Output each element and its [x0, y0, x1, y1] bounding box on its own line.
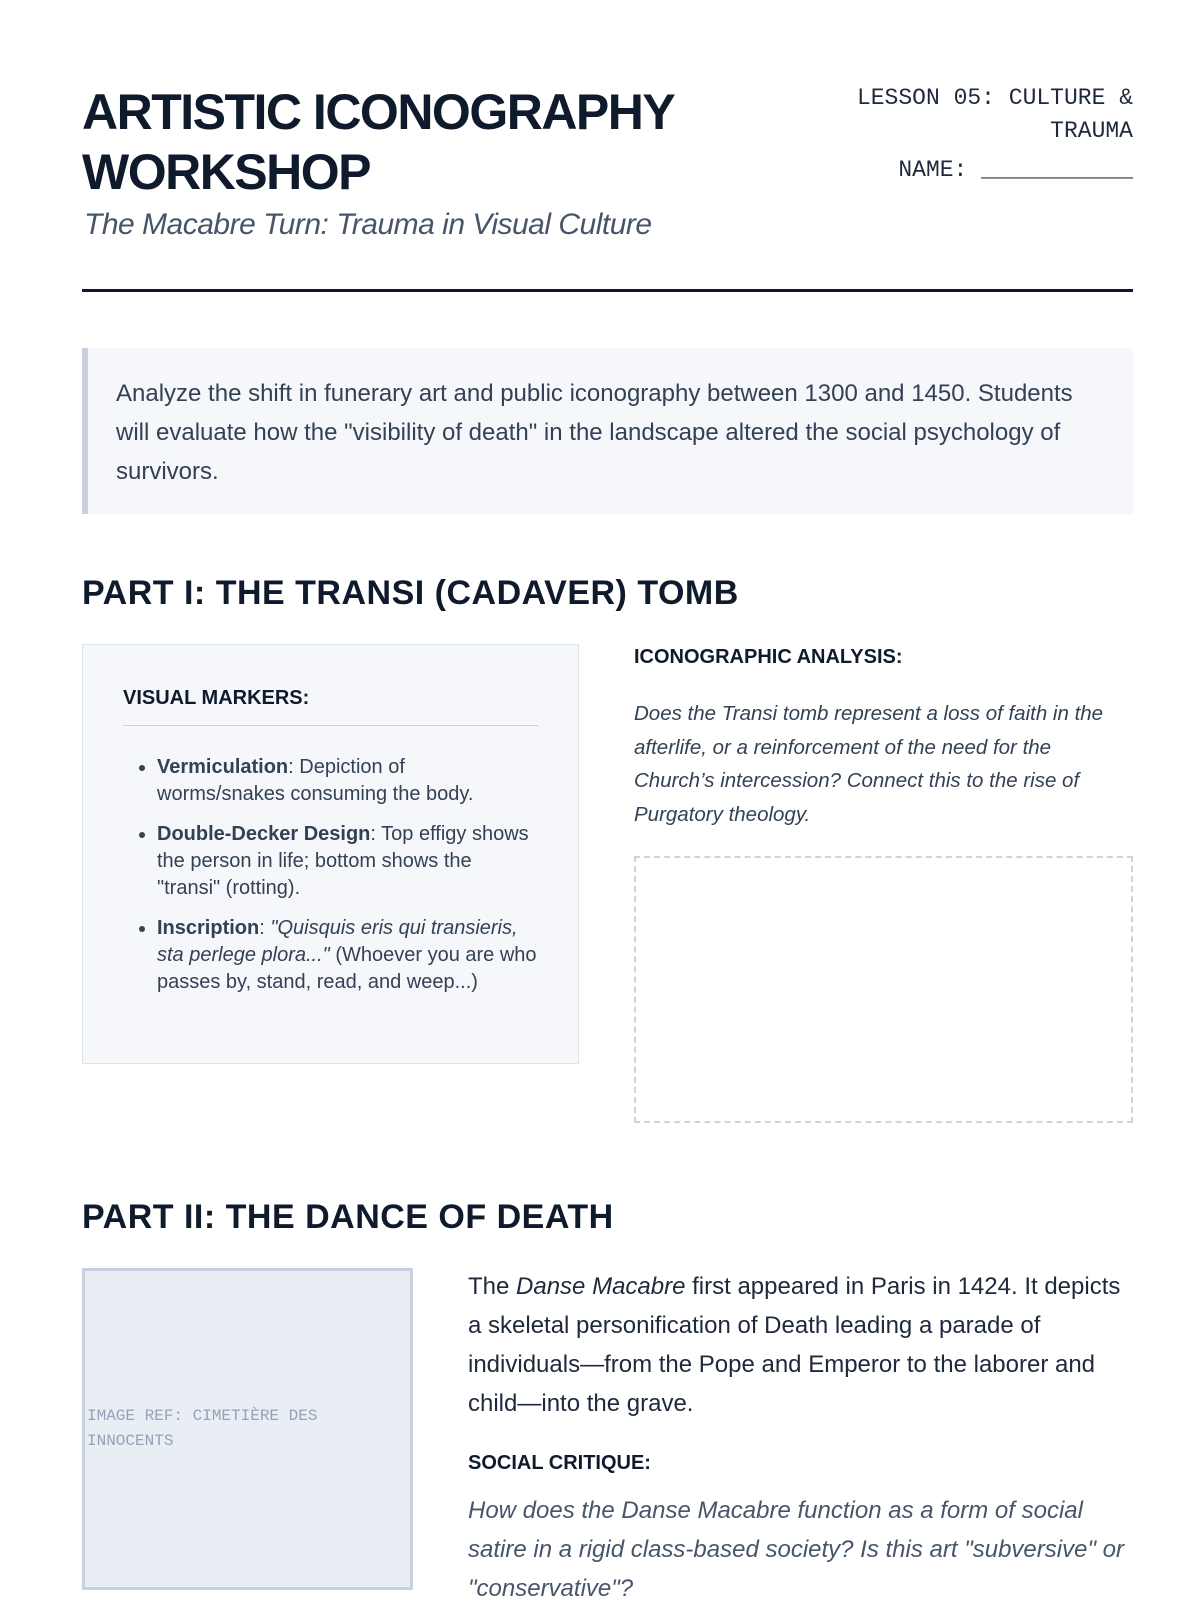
- name-field: [898, 154, 1133, 187]
- visual-markers-list: [123, 754, 538, 996]
- list-item: [157, 915, 538, 996]
- marker-quote: "Quisquis eris qui transieris, sta perlege plora...": [157, 917, 518, 966]
- marker-text: (Whoever you are who passes by, stand, read, and weep...): [157, 944, 537, 993]
- paragraph-emphasis: Danse Macabre: [516, 1273, 686, 1300]
- intro-box: [82, 348, 1133, 514]
- part1-heading: PART I: THE TRANSI (CADAVER) TOMB: [82, 574, 739, 612]
- list-item: [157, 821, 538, 902]
- social-critique-heading: SOCIAL CRITIQUE:: [468, 1452, 651, 1474]
- iconographic-analysis-question: Does the Transi tomb represent a loss of faith in the afterlife, or a reinforcement of the need for the Church’s intercession? Connect this to the rise of Purgatory theology.: [634, 702, 1104, 826]
- paragraph-body: first appeared in Paris in 1424. It depicts a skeletal personification of Death leading a parade of individuals—from the Pope and Emperor to the laborer and child—into the grave.: [468, 1273, 1121, 1417]
- iconographic-analysis-heading: ICONOGRAPHIC ANALYSIS:: [634, 646, 903, 668]
- visual-markers-heading: VISUAL MARKERS:: [123, 685, 538, 726]
- marker-text: : Depiction of worms/snakes consuming the body.: [157, 756, 474, 805]
- social-critique-question: How does the Danse Macabre function as a form of social satire in a rigid class-based society? Is this art "subversive" or "conservative"?: [468, 1497, 1124, 1602]
- marker-term: Double-Decker Design: [157, 823, 371, 845]
- header-divider: [82, 289, 1133, 292]
- name-label: NAME:: [898, 157, 968, 183]
- danse-macabre-paragraph: [468, 1267, 1135, 1423]
- paragraph-lead: The: [468, 1273, 517, 1300]
- page-title: ARTISTIC ICONOGRAPHY WORKSHOP: [82, 84, 674, 200]
- visual-markers-card: [82, 644, 579, 1064]
- marker-term: Inscription: [157, 917, 260, 939]
- image-ref-label: IMAGE REF: CIMETIÈRE DES INNOCENTS: [87, 1407, 318, 1450]
- marker-term: Vermiculation: [157, 756, 289, 778]
- image-placeholder: [82, 1268, 413, 1590]
- part2-heading: PART II: THE DANCE OF DEATH: [82, 1198, 614, 1236]
- list-item: [157, 754, 538, 808]
- marker-separator: :: [259, 917, 271, 939]
- marker-text: : Top effigy shows the person in life; bottom shows the "transi" (rotting).: [157, 823, 529, 899]
- page-subtitle: The Macabre Turn: Trauma in Visual Culture: [84, 208, 652, 241]
- name-blank: ___________: [981, 157, 1133, 183]
- lesson-label: LESSON 05: CULTURE & TRAUMA: [856, 85, 1133, 144]
- answer-box[interactable]: [634, 856, 1133, 1123]
- intro-text: Analyze the shift in funerary art and public iconography between 1300 and 1450. Students will evaluate how the "visibility of death" in the landscape altered the social psychology of survivors.: [116, 380, 1073, 485]
